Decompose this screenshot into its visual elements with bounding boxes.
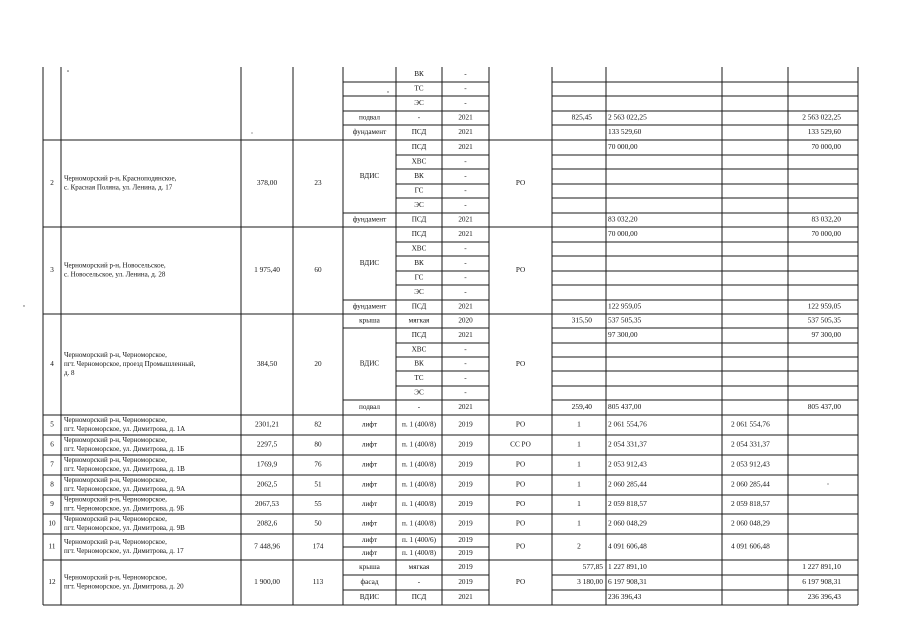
row-number: 2 <box>50 179 54 188</box>
cost-cell: 83 032,20 <box>608 214 638 224</box>
row-number: 7 <box>50 460 54 469</box>
units-cell: 76 <box>314 460 322 469</box>
work-code-cell: ЭС <box>414 288 424 297</box>
work-code-cell: ПСД <box>411 331 427 340</box>
cost-split-b-cell: 236 396,43 <box>807 592 841 602</box>
year-cell: - <box>464 388 467 397</box>
cost-cell: 2 061 554,76 <box>608 419 647 429</box>
cost-split-b-cell: 537 505,35 <box>807 315 841 325</box>
work-code-cell: - <box>417 403 421 412</box>
work-code-cell: ВК <box>414 70 424 79</box>
total-area-cell: 378,00 <box>256 178 278 188</box>
work-type-cell: фундамент <box>352 302 387 311</box>
row-number: 12 <box>48 578 56 587</box>
cost-cell: 97 300,00 <box>608 330 638 340</box>
total-area-cell: 384,50 <box>256 359 278 369</box>
work-type-cell: лифт <box>361 420 378 429</box>
year-cell: 2019 <box>458 578 473 587</box>
cost-cell: 805 437,00 <box>608 402 642 412</box>
units-cell: 113 <box>312 578 324 587</box>
year-cell: 2021 <box>458 230 473 239</box>
work-type-cell: ВДИС <box>359 593 380 602</box>
address-line: Черноморский р-н, Черноморское, <box>64 538 167 547</box>
total-area-cell: 2297,5 <box>256 439 278 449</box>
units-cell: 50 <box>314 519 322 528</box>
funding-source-cell: РО <box>515 519 526 528</box>
cost-split-b-cell: 122 959,05 <box>807 301 841 311</box>
cost-split-a-cell: 2 053 912,43 <box>731 459 770 469</box>
year-cell: - <box>464 288 467 297</box>
address-line: Черноморский р-н, Черноморское, <box>64 436 167 445</box>
work-type-cell: лифт <box>361 480 378 489</box>
funding-source-cell: РО <box>515 542 526 551</box>
address-line: с. Красная Поляна, ул. Ленина, д. 17 <box>64 183 173 192</box>
work-code-cell: ПСД <box>411 593 427 602</box>
work-code-cell: п. 1 (400/8) <box>402 480 436 489</box>
address-line: пгт. Черноморское, ул. Димитрова, д. 17 <box>64 547 184 556</box>
work-code-cell: ВК <box>414 172 424 181</box>
quantity-cell: 1 <box>577 518 581 528</box>
year-cell: 2019 <box>458 519 473 528</box>
work-code-cell: ЭС <box>414 388 424 397</box>
cost-split-a-cell: 2 060 048,29 <box>731 518 770 528</box>
quantity-cell: 315,50 <box>571 315 592 325</box>
year-cell: 2021 <box>458 403 473 412</box>
work-code-cell: ПСД <box>411 302 427 311</box>
total-area-cell: 1 975,40 <box>254 265 280 275</box>
total-area-cell: 7 448,96 <box>254 541 280 551</box>
address-line: Черноморский р-н, Новосельское, <box>64 261 166 270</box>
year-cell: - <box>464 345 467 354</box>
units-cell: 82 <box>314 420 322 429</box>
year-cell: - <box>464 374 467 383</box>
cost-cell: 122 959,05 <box>608 301 642 311</box>
total-area-cell: 1 900,00 <box>254 577 280 587</box>
quantity-cell: 577,85 <box>582 562 603 572</box>
cost-cell: 2 060 285,44 <box>608 479 647 489</box>
funding-source-cell: РО <box>515 480 526 489</box>
row-number: 3 <box>50 266 54 275</box>
funding-source-cell: РО <box>515 420 526 429</box>
year-cell: 2019 <box>458 549 473 558</box>
year-cell: 2021 <box>458 143 473 152</box>
work-type-cell: крыша <box>359 316 380 325</box>
quantity-cell: 3 180,00 <box>577 577 603 587</box>
work-code-cell: ХВС <box>411 157 427 166</box>
cost-split-b-cell: 1 227 891,10 <box>802 562 841 572</box>
work-group-label: ВДИС <box>359 172 380 181</box>
work-code-cell: п. 1 (400/8) <box>402 519 436 528</box>
address-line: с. Новосельское, ул. Ленина, д. 28 <box>64 270 166 279</box>
year-cell: - <box>464 273 467 282</box>
total-area-cell: 2082,6 <box>256 518 278 528</box>
year-cell: 2021 <box>458 128 473 137</box>
work-type-cell: подвал <box>358 403 381 412</box>
cost-split-b-cell: 97 300,00 <box>811 330 841 340</box>
funding-source-cell: РО <box>515 179 526 188</box>
work-code-cell: ВК <box>414 259 424 268</box>
units-cell: 174 <box>312 542 324 551</box>
address-line: пгт. Черноморское, ул. Димитрова, д. 9Б <box>64 504 185 513</box>
units-cell: 23 <box>314 179 322 188</box>
total-area-cell: 2062,5 <box>256 479 278 489</box>
work-code-cell: ТС <box>414 374 424 383</box>
funding-source-cell: РО <box>515 500 526 509</box>
cost-cell: 70 000,00 <box>608 229 638 239</box>
cost-cell: 6 197 908,31 <box>608 577 647 587</box>
work-code-cell: ПСД <box>411 215 427 224</box>
total-area-cell: 2067,53 <box>254 499 280 509</box>
year-cell: 2019 <box>458 500 473 509</box>
work-code-cell: п. 1 (400/8) <box>402 549 436 558</box>
row-number: 4 <box>50 360 54 369</box>
year-cell: 2021 <box>458 593 473 602</box>
row-number: 6 <box>50 440 54 449</box>
address-line: Черноморский р-н, Черноморское, <box>64 456 167 465</box>
cost-cell: 4 091 606,48 <box>608 541 647 551</box>
year-cell: - <box>464 359 467 368</box>
address-line: пгт. Черноморское, ул. Димитрова, д. 1А <box>64 425 186 434</box>
quantity-cell: 825,45 <box>571 112 592 122</box>
year-cell: - <box>464 186 467 195</box>
cost-cell: 2 053 912,43 <box>608 459 647 469</box>
year-cell: 2019 <box>458 420 473 429</box>
year-cell: - <box>464 84 467 93</box>
work-type-cell: подвал <box>358 113 381 122</box>
year-cell: 2019 <box>458 563 473 572</box>
cost-cell: 2 563 022,25 <box>608 112 647 122</box>
work-code-cell: п. 1 (400/8) <box>402 500 436 509</box>
row-number: 11 <box>48 542 56 551</box>
total-area-cell: 1769,9 <box>256 459 278 469</box>
address-line: д. 8 <box>64 369 75 378</box>
row-number: 5 <box>50 420 54 429</box>
cost-split-b-cell: 2 563 022,25 <box>802 112 841 122</box>
work-code-cell: п. 1 (400/8) <box>402 440 436 449</box>
year-cell: 2021 <box>458 215 473 224</box>
work-code-cell: ПСД <box>411 143 427 152</box>
year-cell: - <box>464 244 467 253</box>
work-type-cell: фасад <box>360 578 379 587</box>
work-code-cell: ТС <box>414 84 424 93</box>
year-cell: 2019 <box>458 440 473 449</box>
cost-split-a-cell: 2 054 331,37 <box>731 439 770 449</box>
cost-cell: 70 000,00 <box>608 142 638 152</box>
address-line: Черноморский р-н, Черноморское, <box>64 351 167 360</box>
year-cell: - <box>464 172 467 181</box>
units-cell: 60 <box>314 266 322 275</box>
units-cell: 20 <box>314 360 322 369</box>
cost-split-b-cell: 70 000,00 <box>811 229 841 239</box>
work-type-cell: фундамент <box>352 215 387 224</box>
address-line: пгт. Черноморское, ул. Димитрова, д. 1Б <box>64 445 185 454</box>
year-cell: 2019 <box>458 480 473 489</box>
quantity-cell: 1 <box>577 479 581 489</box>
cost-split-b-cell: 83 032,20 <box>811 214 841 224</box>
year-cell: 2021 <box>458 331 473 340</box>
funding-source-cell: РО <box>515 360 526 369</box>
work-code-cell: ПСД <box>411 128 427 137</box>
work-code-cell: ГС <box>414 186 424 195</box>
work-code-cell: - <box>417 578 421 587</box>
work-code-cell: - <box>417 113 421 122</box>
work-code-cell: мягкая <box>408 316 430 325</box>
cost-split-a-cell: 2 059 818,57 <box>731 499 770 509</box>
address-line: пгт. Черноморское, ул. Димитрова, д. 9В <box>64 524 185 533</box>
funding-source-cell: РО <box>515 578 526 587</box>
work-type-cell: крыша <box>359 563 380 572</box>
year-cell: 2019 <box>458 460 473 469</box>
address-line: Черноморский р-н, Черноморское, <box>64 416 167 425</box>
address-line: пгт. Черноморское, ул. Димитрова, д. 9А <box>64 485 186 494</box>
quantity-cell: 259,40 <box>571 402 592 412</box>
cost-split-a-cell: 2 061 554,76 <box>731 419 770 429</box>
cost-split-b-cell: 805 437,00 <box>807 402 841 412</box>
funding-source-cell: РО <box>515 266 526 275</box>
year-cell: 2020 <box>458 316 473 325</box>
units-cell: 80 <box>314 440 322 449</box>
work-code-cell: ЭС <box>414 201 424 210</box>
cost-cell: 133 529,60 <box>608 127 642 137</box>
funding-source-cell: СС РО <box>510 440 531 449</box>
work-code-cell: п. 1 (400/6) <box>402 536 436 545</box>
work-code-cell: ЭС <box>414 99 424 108</box>
year-cell: - <box>464 201 467 210</box>
year-cell: - <box>464 70 467 79</box>
year-cell: - <box>464 99 467 108</box>
cost-cell: 2 060 048,29 <box>608 518 647 528</box>
address-line: Черноморский р-н, Черноморское, <box>64 573 167 582</box>
work-type-cell: лифт <box>361 460 378 469</box>
cost-split-b-cell: 133 529,60 <box>807 127 841 137</box>
work-type-cell: лифт <box>361 440 378 449</box>
year-cell: - <box>464 157 467 166</box>
work-code-cell: ВК <box>414 359 424 368</box>
work-code-cell: ХВС <box>411 244 427 253</box>
cost-cell: 537 505,35 <box>608 315 642 325</box>
quantity-cell: 1 <box>577 499 581 509</box>
funding-source-cell: РО <box>515 460 526 469</box>
cost-cell: 236 396,43 <box>608 592 642 602</box>
address-line: пгт. Черноморское, проезд Промышленный, <box>64 360 196 369</box>
year-cell: 2019 <box>458 536 473 545</box>
work-type-cell: лифт <box>361 549 378 558</box>
work-code-cell: п. 1 (400/8) <box>402 420 436 429</box>
units-cell: 55 <box>314 500 322 509</box>
row-number: 10 <box>48 519 56 528</box>
year-cell: - <box>464 259 467 268</box>
row-number: 9 <box>50 500 54 509</box>
cost-cell: 2 059 818,57 <box>608 499 647 509</box>
work-code-cell: ГС <box>414 273 424 282</box>
row-number: 8 <box>50 480 54 489</box>
work-type-cell: лифт <box>361 536 378 545</box>
units-cell: 51 <box>314 480 322 489</box>
year-cell: 2021 <box>458 302 473 311</box>
quantity-cell: 1 <box>577 439 581 449</box>
cost-split-a-cell: 4 091 606,48 <box>731 541 770 551</box>
address-line: Черноморский р-н, Черноморское, <box>64 495 167 504</box>
work-code-cell: ПСД <box>411 230 427 239</box>
work-type-cell: лифт <box>361 519 378 528</box>
cost-split-b-cell: 6 197 908,31 <box>802 577 841 587</box>
address-line: Черноморский р-н, Черноморское, <box>64 476 167 485</box>
work-group-label: ВДИС <box>359 259 380 268</box>
quantity-cell: 2 <box>577 541 581 551</box>
work-code-cell: мягкая <box>408 563 430 572</box>
cost-cell: 2 054 331,37 <box>608 439 647 449</box>
work-group-label: ВДИС <box>359 359 380 368</box>
address-line: Черноморский р-н, Черноморское, <box>64 515 167 524</box>
work-code-cell: ХВС <box>411 345 427 354</box>
cost-split-b-cell: 70 000,00 <box>811 142 841 152</box>
cost-cell: 1 227 891,10 <box>608 562 647 572</box>
address-line: пгт. Черноморское, ул. Димитрова, д. 1В <box>64 465 185 474</box>
work-code-cell: п. 1 (400/8) <box>402 460 436 469</box>
work-type-cell: фундамент <box>352 128 387 137</box>
address-line: пгт. Черноморское, ул. Димитрова, д. 20 <box>64 582 184 591</box>
year-cell: 2021 <box>458 113 473 122</box>
address-line: Черноморский р-н, Красноподянское, <box>64 174 177 183</box>
total-area-cell: 2301,21 <box>254 419 280 429</box>
cost-split-a-cell: 2 060 285,44 <box>731 479 770 489</box>
work-type-cell: лифт <box>361 500 378 509</box>
quantity-cell: 1 <box>577 419 581 429</box>
quantity-cell: 1 <box>577 459 581 469</box>
